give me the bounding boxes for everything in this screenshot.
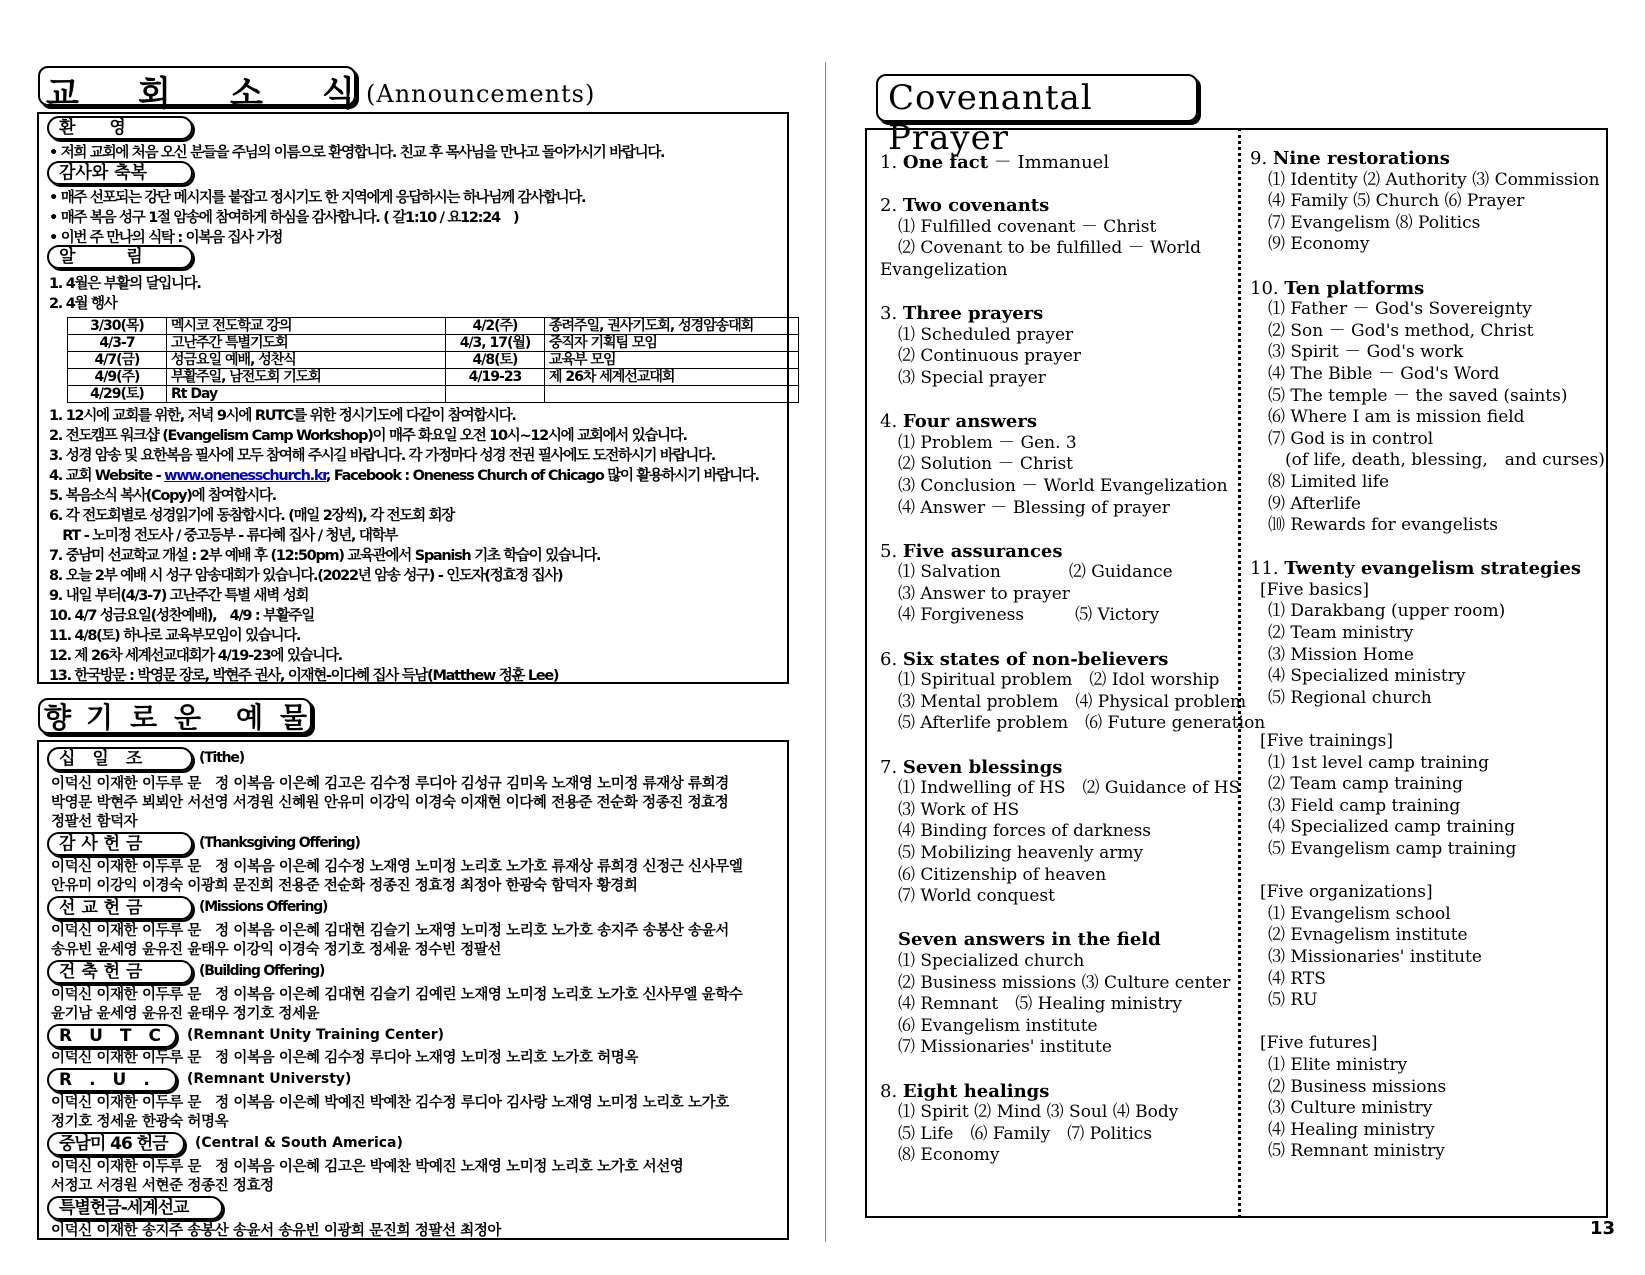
prayer-item: ⑷ Remnant ⑸ Healing ministry [898,994,1183,1015]
table-cell: 제 26차 세계선교대회 [545,369,799,386]
offer-title-char-2: 기 [86,701,114,734]
table-row [68,369,799,386]
prayer-item: ⑴ Scheduled prayer [898,324,1074,345]
prayer-heading-number: 10. [1250,277,1285,299]
table-cell [545,386,799,403]
ru-names-1: 이덕신 이재한 이두루 문 정 이복음 이은혜 박예진 박예찬 김수정 루디아 김사랑 노재영 노미정 노리호 노가호 [51,1095,729,1111]
prayer-item: ⑴ Darakbang (upper room) [1268,601,1506,622]
offerings-title-box [38,698,312,734]
prayer-heading [1250,278,1605,300]
notice-item-13: 13. 한국방문 : 박영문 장로, 박현주 권사, 이재현-이다혜 집사 득남(Matthew 정훈 Lee) [49,668,559,684]
prayer-item [1250,861,1605,883]
table-cell: 4/2(주) [446,318,545,335]
prayer-item: ⑴ Fulfilled covenant － Christ [898,216,1157,237]
announcements-panel [37,112,789,684]
april-schedule-table [67,317,799,403]
prayer-item: [Five trainings] [1260,731,1394,752]
prayer-item: ⑺ Evangelism ⑻ Politics [1268,212,1481,233]
missions-names-1: 이덕신 이재한 이두루 문 정 이복음 이은혜 김대현 김슬기 노재영 노미정 노리호 노가호 송지주 송봉산 송윤서 [51,923,729,939]
prayer-item: ⑵ Team camp training [1268,774,1463,795]
prayer-item: ⑷ Healing ministry [1268,1119,1435,1140]
prayer-item: Evangelization [880,259,1008,280]
prayer-item: ⑺ God is in control [1268,428,1434,449]
covenantal-prayer-title: Covenantal Prayer [888,78,1093,158]
thanksgiving-names-1: 이덕신 이재한 이두루 문 정 이복음 이은혜 김수정 노재영 노미정 노리호 노가호 류재상 류희경 신정근 신사무엘 [51,859,743,875]
notice-item-12: 12. 제 26차 세계선교대회가 4/19-23에 있습니다. [49,648,342,664]
offer-title-char-1: 향 [44,701,72,734]
thanks-line-1: • 매주 선포되는 강단 메시지를 붙잡고 정시기도 한 지역에게 응답하시는 하나님께 감사합니다. [49,190,586,206]
prayer-heading-text: Seven blessings [902,756,1063,778]
section-gap [1250,256,1605,278]
prayer-item: ⑷ RTS [1268,968,1326,989]
tithe-names-2: 박영문 박현주 뵈뵈안 서선영 서경원 신혜원 안유미 이강익 이경숙 이재현 이다혜 전용준 전순화 정종진 정효정 [51,795,729,811]
section-gap [880,519,1230,541]
prayer-item: ⑻ Limited life [1268,471,1390,492]
prayer-item: ⑷ Forgiveness ⑸ Victory [898,605,1160,626]
prayer-item: (of life, death, blessing, and curses) [1268,450,1605,471]
prayer-item: ⑹ Evangelism institute [898,1015,1098,1036]
prayer-item: ⑷ Family ⑸ Church ⑹ Prayer [1268,191,1525,212]
ru-label: R . U . [47,1068,177,1092]
prayer-item: ⑻ Economy [898,1145,1000,1166]
table-cell: 4/8(토) [446,352,545,369]
prayer-heading [1250,148,1605,170]
rutc-names-1: 이덕신 이재한 이두루 문 정 이복음 이은혜 김수정 루디아 노재영 노미정 노리호 노가호 허명옥 [51,1050,638,1066]
prayer-item: ⑼ Afterlife [1268,493,1361,514]
notice-item-8: 8. 오늘 2부 예배 시 성구 암송대회가 있습니다.(2022년 암송 성구) - 인도자(정효정 집사) [49,568,563,584]
notice-item-6b: RT - 노미정 전도사 / 중고등부 - 류다혜 집사 / 청년, 대학부 [49,528,398,544]
prayer-heading [880,303,1230,325]
prayer-item: ⑸ Afterlife problem ⑹ Future generation [898,713,1266,734]
title-char-3: 소 [230,74,263,114]
prayer-item: ⑸ The temple － the saved (saints) [1268,385,1568,406]
page-number: 13 [1590,1218,1616,1239]
prayer-item: ⑷ Specialized camp training [1268,817,1516,838]
table-cell: 고난주간 특별기도회 [167,335,446,352]
prayer-heading-number: 1. [880,152,903,173]
prayer-heading-text: Eight healings [902,1080,1050,1102]
notice-line-b: 2. 4월 행사 [49,296,117,312]
prayer-item: ⑵ Evnagelism institute [1268,925,1468,946]
prayer-heading-text: Seven answers in the field [898,929,1161,951]
title-char-4: 식 [322,74,355,114]
section-gap [880,1059,1230,1081]
special-offering-names-1: 이덕신 이재한 송지주 송봉산 송윤서 송유빈 이광희 문진희 정팔선 최정아 [51,1223,502,1239]
prayer-item: ⑽ Rewards for evangelists [1268,515,1498,536]
prayer-heading-number: 5. [880,540,903,562]
notice-item-9: 9. 내일 부터(4/3-7) 고난주간 특별 새벽 성회 [49,588,309,604]
notice-item-6: 6. 각 전도회별로 성경읽기에 동참합시다. (매일 2장씩), 각 전도회 회장 [49,508,454,524]
prayer-heading-number: 8. [880,1080,903,1102]
prayer-item: [Five organizations] [1260,882,1433,903]
page-fold-divider [825,62,826,1242]
prayer-item: ⑴ Specialized church [898,950,1085,971]
prayer-item: [Five basics] [1260,579,1369,600]
prayer-item: ⑶ Work of HS [898,799,1020,820]
prayer-item: ⑵ Covenant to be fulfilled － World [898,238,1202,259]
tithe-names-1: 이덕신 이재한 이두루 문 정 이복음 이은혜 김고은 김수정 루디아 김성규 김미옥 노재영 노미정 류재상 류희경 [51,776,729,792]
missions-en: (Missions Offering) [199,899,328,915]
welcome-label: 환 영 [47,116,193,140]
notice-item-11: 11. 4/8(토) 하나로 교육부모임이 있습니다. [49,628,301,644]
prayer-item: [Five futures] [1260,1033,1378,1054]
table-cell: 부활주일, 남전도회 기도회 [167,369,446,386]
prayer-item: ⑵ Son － God's method, Christ [1268,320,1534,341]
section-gap [880,174,1230,196]
thanksgiving-names-2: 안유미 이강익 이경숙 이광희 문진희 전용준 전순화 정종진 정효정 최정아 한광숙 함덕자 황경희 [51,878,638,894]
prayer-heading [880,411,1230,433]
covenantal-prayer-title-box [876,74,1198,158]
prayer-item: ⑷ Answer － Blessing of prayer [898,497,1170,518]
prayer-heading [880,929,1230,951]
offer-title-char-6: 물 [280,701,308,734]
welcome-line: • 저희 교회에 처음 오신 분들을 주님의 이름으로 환영합니다. 친교 후 목사님을 만나고 돌아가시기 바랍니다. [49,145,665,161]
notice-item-4-prefix: 4. 교회 Website - [49,468,165,484]
prayer-column-1 [880,152,1266,1167]
prayer-item: ⑴ Father － God's Sovereignty [1268,299,1532,320]
announcements-title-suffix: (Announcements) [366,80,596,108]
prayer-item: ⑺ Missionaries' institute [898,1037,1112,1058]
prayer-column-2 [1250,148,1605,1163]
table-cell: 4/3-7 [68,335,167,352]
table-cell: 4/9(주) [68,369,167,386]
notice-item-1: 1. 12시에 교회를 위한, 저녁 9시에 RUTC를 위한 정시기도에 다같이 참여합시다. [49,408,516,424]
prayer-heading [880,1081,1230,1103]
table-cell: 3/30(목) [68,318,167,335]
prayer-item: ⑷ Binding forces of darkness [898,821,1152,842]
offerings-panel [37,740,789,1240]
section-gap [1250,537,1605,559]
offer-title-char-3: 로 [130,701,158,734]
prayer-item: ⑴ Spirit ⑵ Mind ⑶ Soul ⑷ Body [898,1102,1179,1123]
prayer-heading-text: Nine restorations [1272,148,1450,169]
announcements-title-box [38,66,356,114]
section-gap [880,390,1230,412]
table-cell: 4/7(금) [68,352,167,369]
table-cell [446,386,545,403]
prayer-heading-text: Twenty evangelism strategies [1284,558,1582,580]
prayer-heading-number: 7. [880,756,903,778]
notice-item-4-rest: , Facebook : Oneness Church of Chicago 많이 활용하시기 바랍니다. [325,468,759,484]
prayer-item: ⑴ 1st level camp training [1268,752,1489,773]
section-gap [880,282,1230,304]
prayer-item [1250,709,1605,731]
special-offering-label: 특별헌금-세계선교 [47,1196,223,1220]
prayer-heading-number: 2. [880,195,903,217]
prayer-item: ⑸ Regional church [1268,687,1432,708]
prayer-item: ⑶ Culture ministry [1268,1098,1433,1119]
notice-label: 알 림 [47,245,193,269]
thanks-line-2: • 매주 복음 성구 1절 암송에 참여하게 하심을 감사합니다. ( 갈1:10 / 요12:24 ) [49,210,519,226]
prayer-item: ⑶ Missionaries' institute [1268,946,1482,967]
table-row [68,318,799,335]
central-south-names-2: 서정고 서경원 서현준 정종진 정효정 [51,1178,274,1194]
ru-names-2: 정기호 정세윤 한광숙 허명옥 [51,1114,229,1130]
table-cell: 중직자 기획팀 모임 [545,335,799,352]
prayer-heading [880,757,1230,779]
notice-item-2: 2. 전도캠프 워크샵 (Evangelism Camp Workshop)이 매주 화요일 오전 10시~12시에 교회에서 있습니다. [49,428,687,444]
prayer-heading-text: Three prayers [902,303,1044,325]
notice-item-3: 3. 성경 암송 및 요한복음 필사에 모두 참여해 주시길 바랍니다. 각 가정마다 성경 전권 필사에도 도전하시기 바랍니다. [49,448,715,464]
table-row [68,352,799,369]
tithe-label: 십 일 조 [47,747,193,771]
prayer-heading-subtext: － Immanuel [988,152,1110,173]
prayer-item: ⑵ Team ministry [1268,623,1414,644]
thanks-label: 감사와 축복 [47,161,193,185]
prayer-heading [880,541,1230,563]
building-names-1: 이덕신 이재한 이두루 문 정 이복음 이은혜 김대현 김슬기 김예린 노재영 노미정 노리호 노가호 신사무엘 윤학수 [51,987,743,1003]
website-link[interactable]: www.onenesschurch.kr [164,468,326,484]
tithe-en: (Tithe) [199,750,244,766]
table-cell: 4/19-23 [446,369,545,386]
prayer-item: ⑶ Special prayer [898,367,1046,388]
prayer-item: ⑸ RU [1268,990,1318,1011]
prayer-item: ⑴ Spiritual problem ⑵ Idol worship [898,670,1220,691]
title-char-1: 교 [46,74,79,114]
building-label: 건 축 헌 금 [47,960,193,984]
table-cell: 성금요일 예배, 성찬식 [167,352,446,369]
prayer-heading [1250,558,1605,580]
table-cell: 4/3, 17(월) [446,335,545,352]
prayer-item [1250,1012,1605,1034]
table-cell: 종려주일, 권사기도회, 성경암송대회 [545,318,799,335]
prayer-heading-number: 6. [880,648,903,670]
prayer-item: ⑴ Identity ⑵ Authority ⑶ Commission [1268,169,1600,190]
prayer-item: ⑶ Answer to prayer [898,583,1070,604]
column-dotted-divider [1238,128,1241,1218]
table-cell: 교육부 모임 [545,352,799,369]
prayer-item: ⑶ Field camp training [1268,795,1461,816]
offer-title-char-5: 예 [236,701,264,734]
section-gap [880,735,1230,757]
notice-item-4 [49,464,759,485]
section-gap [880,908,1230,930]
prayer-item: ⑴ Elite ministry [1268,1054,1408,1075]
central-south-en: (Central & South America) [195,1135,403,1151]
prayer-item: ⑵ Business missions ⑶ Culture center [898,972,1231,993]
prayer-item: ⑴ Problem － Gen. 3 [898,432,1077,453]
notice-item-7: 7. 중남미 선교학교 개설 : 2부 예배 후 (12:50pm) 교육관에서 Spanish 기초 학습이 있습니다. [49,548,601,564]
prayer-item: ⑶ Mission Home [1268,644,1414,665]
prayer-item: ⑸ Evangelism camp training [1268,839,1517,859]
table-row [68,335,799,352]
prayer-heading-text: Five assurances [902,540,1063,562]
prayer-item: ⑶ Conclusion － World Evangelization [898,475,1228,496]
prayer-heading-text: Ten platforms [1284,277,1425,299]
prayer-heading-number: 11. [1250,558,1285,580]
tithe-names-3: 정팔선 함덕자 [51,814,138,830]
prayer-item: ⑸ Life ⑹ Family ⑺ Politics [898,1123,1153,1144]
prayer-item: ⑴ Salvation ⑵ Guidance [898,562,1173,583]
prayer-item: ⑵ Business missions [1268,1076,1447,1097]
prayer-heading [880,152,1230,174]
prayer-item: ⑵ Continuous prayer [898,346,1082,367]
prayer-item: ⑷ The Bible － God's Word [1268,363,1500,384]
notice-item-10: 10. 4/7 성금요일(성찬예배), 4/9 : 부활주일 [49,608,314,624]
prayer-item: ⑹ Where I am is mission field [1268,407,1525,428]
prayer-item: ⑵ Solution － Christ [898,454,1074,475]
prayer-item: ⑴ Evangelism school [1268,903,1451,924]
table-cell: 멕시코 전도학교 강의 [167,318,446,335]
title-char-2: 회 [138,74,171,114]
building-en: (Building Offering) [199,963,325,979]
prayer-item: ⑸ Remnant ministry [1268,1141,1445,1162]
offer-title-char-4: 운 [174,701,202,734]
prayer-heading-number: 9. [1250,148,1273,169]
prayer-item: ⑺ World conquest [898,886,1055,907]
prayer-item: ⑹ Citizenship of heaven [898,864,1107,885]
prayer-heading [880,195,1230,217]
prayer-heading-number: 4. [880,411,903,433]
prayer-heading-text: Six states of non-believers [902,648,1169,670]
ru-en: (Remnant Universty) [187,1071,352,1087]
prayer-heading-text: Four answers [902,411,1037,433]
prayer-item: ⑷ Specialized ministry [1268,666,1466,687]
prayer-item: ⑸ Mobilizing heavenly army [898,843,1144,863]
central-south-names-1: 이덕신 이재한 이두루 문 정 이복음 이은혜 김고은 박예찬 박예진 노재영 노미정 노리호 노가호 서선영 [51,1159,684,1175]
prayer-item: ⑶ Spirit － God's work [1268,342,1464,363]
notice-item-5: 5. 복음소식 복사(Copy)에 참여합시다. [49,488,276,504]
rutc-en: (Remnant Unity Training Center) [187,1027,445,1043]
missions-names-2: 송유빈 윤세영 윤유진 윤태우 이강익 이경숙 정기호 정세윤 정수빈 정팔선 [51,942,502,958]
prayer-item: ⑼ Economy [1268,234,1370,255]
thanksgiving-label: 감 사 헌 금 [47,832,193,856]
table-row [68,386,799,403]
prayer-item: ⑶ Mental problem ⑷ Physical problem [898,691,1247,712]
prayer-item: ⑴ Indwelling of HS ⑵ Guidance of HS [898,778,1241,799]
central-south-label: 중남미 46 헌금 [47,1132,185,1156]
prayer-heading-text: Two covenants [902,195,1050,217]
thanksgiving-en: (Thanksgiving Offering) [199,835,360,851]
table-cell: Rt Day [167,386,446,403]
prayer-heading-number: 3. [880,303,903,325]
notice-line-a: 1. 4월은 부활의 달입니다. [49,276,201,292]
rutc-label: R U T C [47,1024,177,1048]
section-gap [880,627,1230,649]
missions-label: 선 교 헌 금 [47,896,193,920]
thanks-line-3: • 이번 주 만나의 식탁 : 이복음 집사 가정 [49,230,283,246]
building-names-2: 윤기남 윤세영 윤유진 윤태우 정기호 정세윤 [51,1006,320,1022]
prayer-heading-text: One fact [902,152,989,173]
table-cell: 4/29(토) [68,386,167,403]
prayer-heading [880,649,1230,671]
